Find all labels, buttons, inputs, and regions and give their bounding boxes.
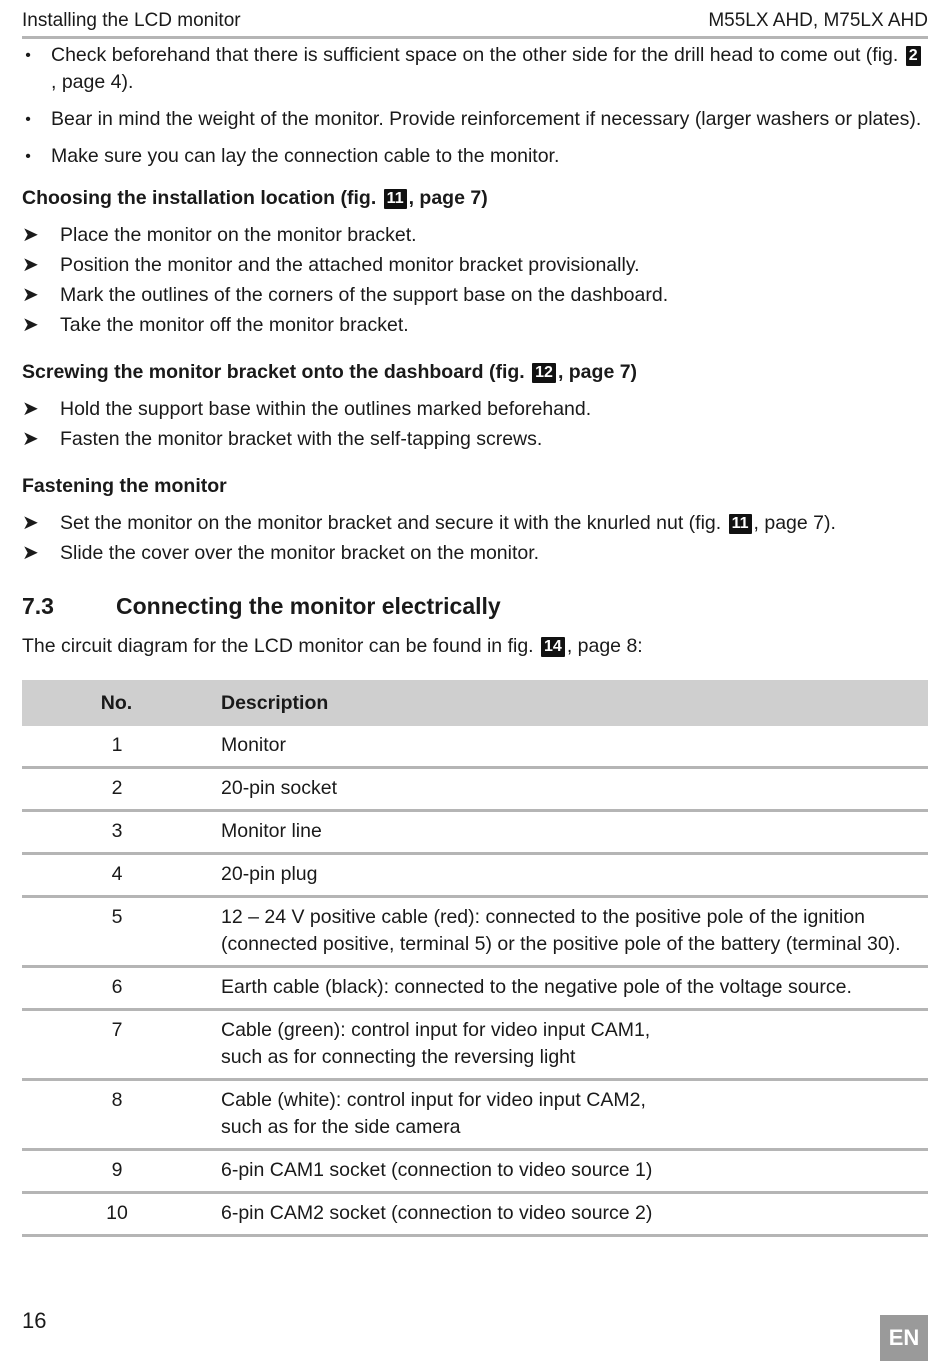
bullet-dot-icon: • — [25, 148, 31, 165]
table-cell-no: 8 — [22, 1080, 211, 1150]
table-cell-description: Cable (green): control input for video input CAM1, such as for connecting the reversing light — [211, 1010, 928, 1080]
table-row — [22, 1010, 928, 1080]
column-header-no: No. — [22, 680, 211, 726]
section-number: 7.3 — [22, 593, 54, 619]
arrow-right-icon: ➤ — [22, 512, 39, 534]
column-header-description: Description — [211, 680, 928, 726]
table-cell-description: 20-pin plug — [211, 854, 928, 897]
table-row — [22, 1193, 928, 1236]
table-cell-description: 20-pin socket — [211, 768, 928, 811]
page-content — [22, 42, 928, 1237]
arrow-right-icon: ➤ — [22, 398, 39, 420]
table-cell-description: Earth cable (black): connected to the negative pole of the voltage source. — [211, 967, 928, 1010]
table-cell-no: 2 — [22, 768, 211, 811]
table-cell-no: 3 — [22, 811, 211, 854]
step-item: ➤ Hold the support base within the outlines marked beforehand. — [22, 394, 928, 424]
step-item: ➤ Fasten the monitor bracket with the self-tapping screws. — [22, 424, 928, 454]
table-cell-description: Monitor line — [211, 811, 928, 854]
table-cell-description: Monitor — [211, 726, 928, 768]
step-item: ➤ Position the monitor and the attached monitor bracket provisionally. — [22, 250, 928, 280]
table-row — [22, 897, 928, 967]
table-cell-no: 9 — [22, 1150, 211, 1193]
table-cell-no: 7 — [22, 1010, 211, 1080]
arrow-right-icon: ➤ — [22, 284, 39, 306]
table-cell-no: 4 — [22, 854, 211, 897]
step-item: ➤ Set the monitor on the monitor bracket and secure it with the knurled nut (fig. 11 , page 7). — [22, 508, 928, 538]
figure-reference: 11 — [729, 514, 752, 534]
page-number: 16 — [22, 1308, 47, 1333]
arrow-right-icon: ➤ — [22, 224, 39, 246]
table-cell-description: 6-pin CAM2 socket (connection to video source 2) — [211, 1193, 928, 1236]
header-model-names: M55LX AHD, M75LX AHD — [708, 10, 928, 31]
table-header-row — [22, 680, 928, 726]
list-item: • Bear in mind the weight of the monitor. Provide reinforcement if necessary (larger washers or plates). — [22, 106, 928, 133]
table-row — [22, 854, 928, 897]
figure-reference: 12 — [532, 363, 556, 383]
list-item: • Make sure you can lay the connection cable to the monitor. — [22, 143, 928, 170]
bullet-dot-icon: • — [25, 111, 31, 128]
precaution-list — [22, 42, 928, 170]
arrow-right-icon: ➤ — [22, 254, 39, 276]
list-item: • Check beforehand that there is sufficient space on the other side for the drill head to come out (fig. 2, page 4). — [22, 42, 928, 96]
table-cell-no: 10 — [22, 1193, 211, 1236]
table-row — [22, 1080, 928, 1150]
subheading-screwing-bracket: Screwing the monitor bracket onto the dashboard (fig. 12 , page 7) — [22, 361, 638, 383]
table-row — [22, 811, 928, 854]
table-row — [22, 1150, 928, 1193]
table-cell-no: 1 — [22, 726, 211, 768]
steps-installation-location — [22, 220, 928, 340]
table-row — [22, 967, 928, 1010]
section-intro: The circuit diagram for the LCD monitor can be found in fig. 14 , page 8: — [22, 635, 643, 657]
step-item: ➤ Mark the outlines of the corners of the support base on the dashboard. — [22, 280, 928, 310]
section-heading — [22, 590, 928, 622]
step-item: ➤ Take the monitor off the monitor bracket. — [22, 310, 928, 340]
table-row — [22, 768, 928, 811]
table-body — [22, 726, 928, 1236]
table-cell-no: 5 — [22, 897, 211, 967]
table-cell-description: Cable (white): control input for video input CAM2, such as for the side camera — [211, 1080, 928, 1150]
section-title: Connecting the monitor electrically — [116, 593, 501, 619]
bullet-dot-icon: • — [25, 47, 31, 64]
figure-reference: 2 — [906, 46, 921, 66]
subheading-installation-location: Choosing the installation location (fig. 11 , page 7) — [22, 187, 488, 209]
page-header — [22, 6, 928, 39]
arrow-right-icon: ➤ — [22, 314, 39, 336]
header-chapter-title: Installing the LCD monitor — [22, 10, 241, 31]
wiring-table — [22, 680, 928, 1237]
table-cell-description: 12 – 24 V positive cable (red): connected to the positive pole of the ignition (connected positive, terminal 5) or the positive pole of the battery (terminal 30). — [211, 897, 928, 967]
arrow-right-icon: ➤ — [22, 428, 39, 450]
arrow-right-icon: ➤ — [22, 542, 39, 564]
steps-fastening-monitor — [22, 508, 928, 568]
figure-reference: 14 — [541, 637, 565, 657]
table-cell-no: 6 — [22, 967, 211, 1010]
table-cell-description: 6-pin CAM1 socket (connection to video source 1) — [211, 1150, 928, 1193]
steps-screwing-bracket — [22, 394, 928, 454]
step-item: ➤ Place the monitor on the monitor bracket. — [22, 220, 928, 250]
table-row — [22, 726, 928, 768]
step-item: ➤ Slide the cover over the monitor bracket on the monitor. — [22, 538, 928, 568]
language-badge: EN — [880, 1315, 928, 1361]
subheading-fastening-monitor: Fastening the monitor — [22, 475, 227, 497]
figure-reference: 11 — [384, 189, 407, 209]
